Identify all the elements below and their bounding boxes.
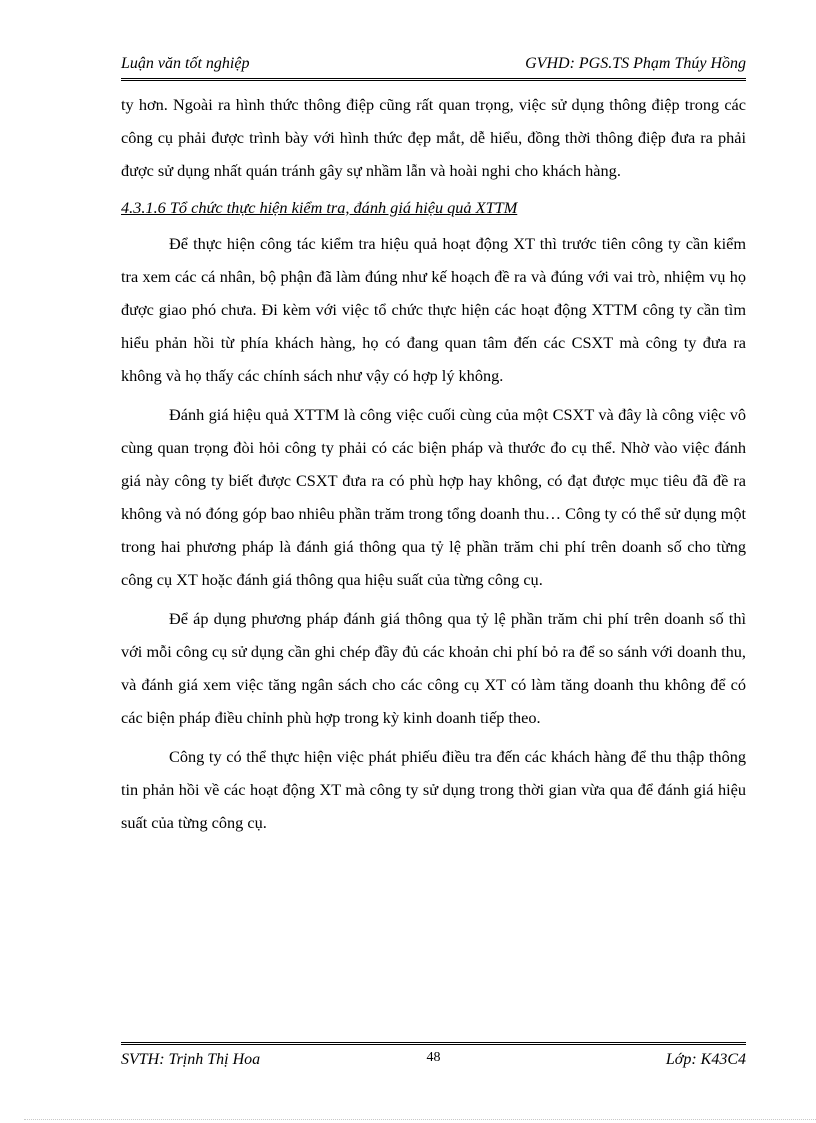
page-number: 48 [426, 1050, 441, 1065]
header-advisor: GVHD: PGS.TS Phạm Thúy Hồng [525, 55, 746, 72]
body-text [121, 88, 746, 845]
page-header [121, 50, 746, 81]
paragraph-3: Để áp dụng phương pháp đánh giá thông qua tỷ lệ phần trăm chi phí trên doanh số thì với mỗi công cụ sử dụng cần ghi chép đầy đủ các khoản chi phí bỏ ra để so sánh với doanh thu, và đánh giá xem việc tăng ngân sách cho các công cụ XT có làm tăng doanh thu không để có các biện pháp điều chỉnh phù hợp trong kỳ kinh doanh tiếp theo. [121, 609, 746, 727]
header-thesis-title: Luận văn tốt nghiệp [121, 55, 250, 72]
footer-student: SVTH: Trịnh Thị Hoa [121, 1051, 261, 1068]
footer-class: Lớp: K43C4 [665, 1051, 746, 1068]
page-footer [121, 1042, 746, 1075]
paragraph-2: Đánh giá hiệu quả XTTM là công việc cuối cùng của một CSXT và đây là công việc vô cùng quan trọng đòi hỏi công ty phải có các biện pháp và thước đo cụ thể. Nhờ vào việc đánh giá này công ty biết được CSXT đưa ra có phù hợp hay không, có đạt được mục tiêu đã đề ra không và nó đóng góp bao nhiêu phần trăm trong tổng doanh thu… Công ty có thể sử dụng một trong hai phương pháp là đánh giá thông qua tỷ lệ phần trăm chi phí trên doanh số cho từng công cụ XT hoặc đánh giá thông qua hiệu suất của từng công cụ. [121, 405, 746, 589]
paragraph-1: Để thực hiện công tác kiểm tra hiệu quả hoạt động XT thì trước tiên công ty cần kiểm tra xem các cá nhân, bộ phận đã làm đúng như kế hoạch đề ra và đúng với vai trò, nhiệm vụ họ được giao phó chưa. Đi kèm với việc tổ chức thực hiện các hoạt động XTTM công ty cần tìm hiểu phản hồi từ phía khách hàng, họ có đang quan tâm đến các CSXT mà công ty đưa ra không và họ thấy các chính sách như vậy có hợp lý không. [121, 234, 746, 385]
section-heading: 4.3.1.6 Tổ chức thực hiện kiểm tra, đánh giá hiệu quả XTTM [121, 198, 518, 217]
page-bottom-divider [24, 1119, 816, 1120]
paragraph-4: Công ty có thể thực hiện việc phát phiếu điều tra đến các khách hàng để thu thập thông tin phản hồi về các hoạt động XT mà công ty sử dụng trong thời gian vừa qua để đánh giá hiệu suất của từng công cụ. [121, 747, 746, 832]
intro-paragraph: ty hơn. Ngoài ra hình thức thông điệp cũng rất quan trọng, việc sử dụng thông điệp trong các công cụ phải được trình bày với hình thức đẹp mắt, dễ hiểu, đồng thời thông điệp đưa ra phải được sử dụng nhất quán tránh gây sự nhầm lẫn và hoài nghi cho khách hàng. [121, 95, 746, 180]
